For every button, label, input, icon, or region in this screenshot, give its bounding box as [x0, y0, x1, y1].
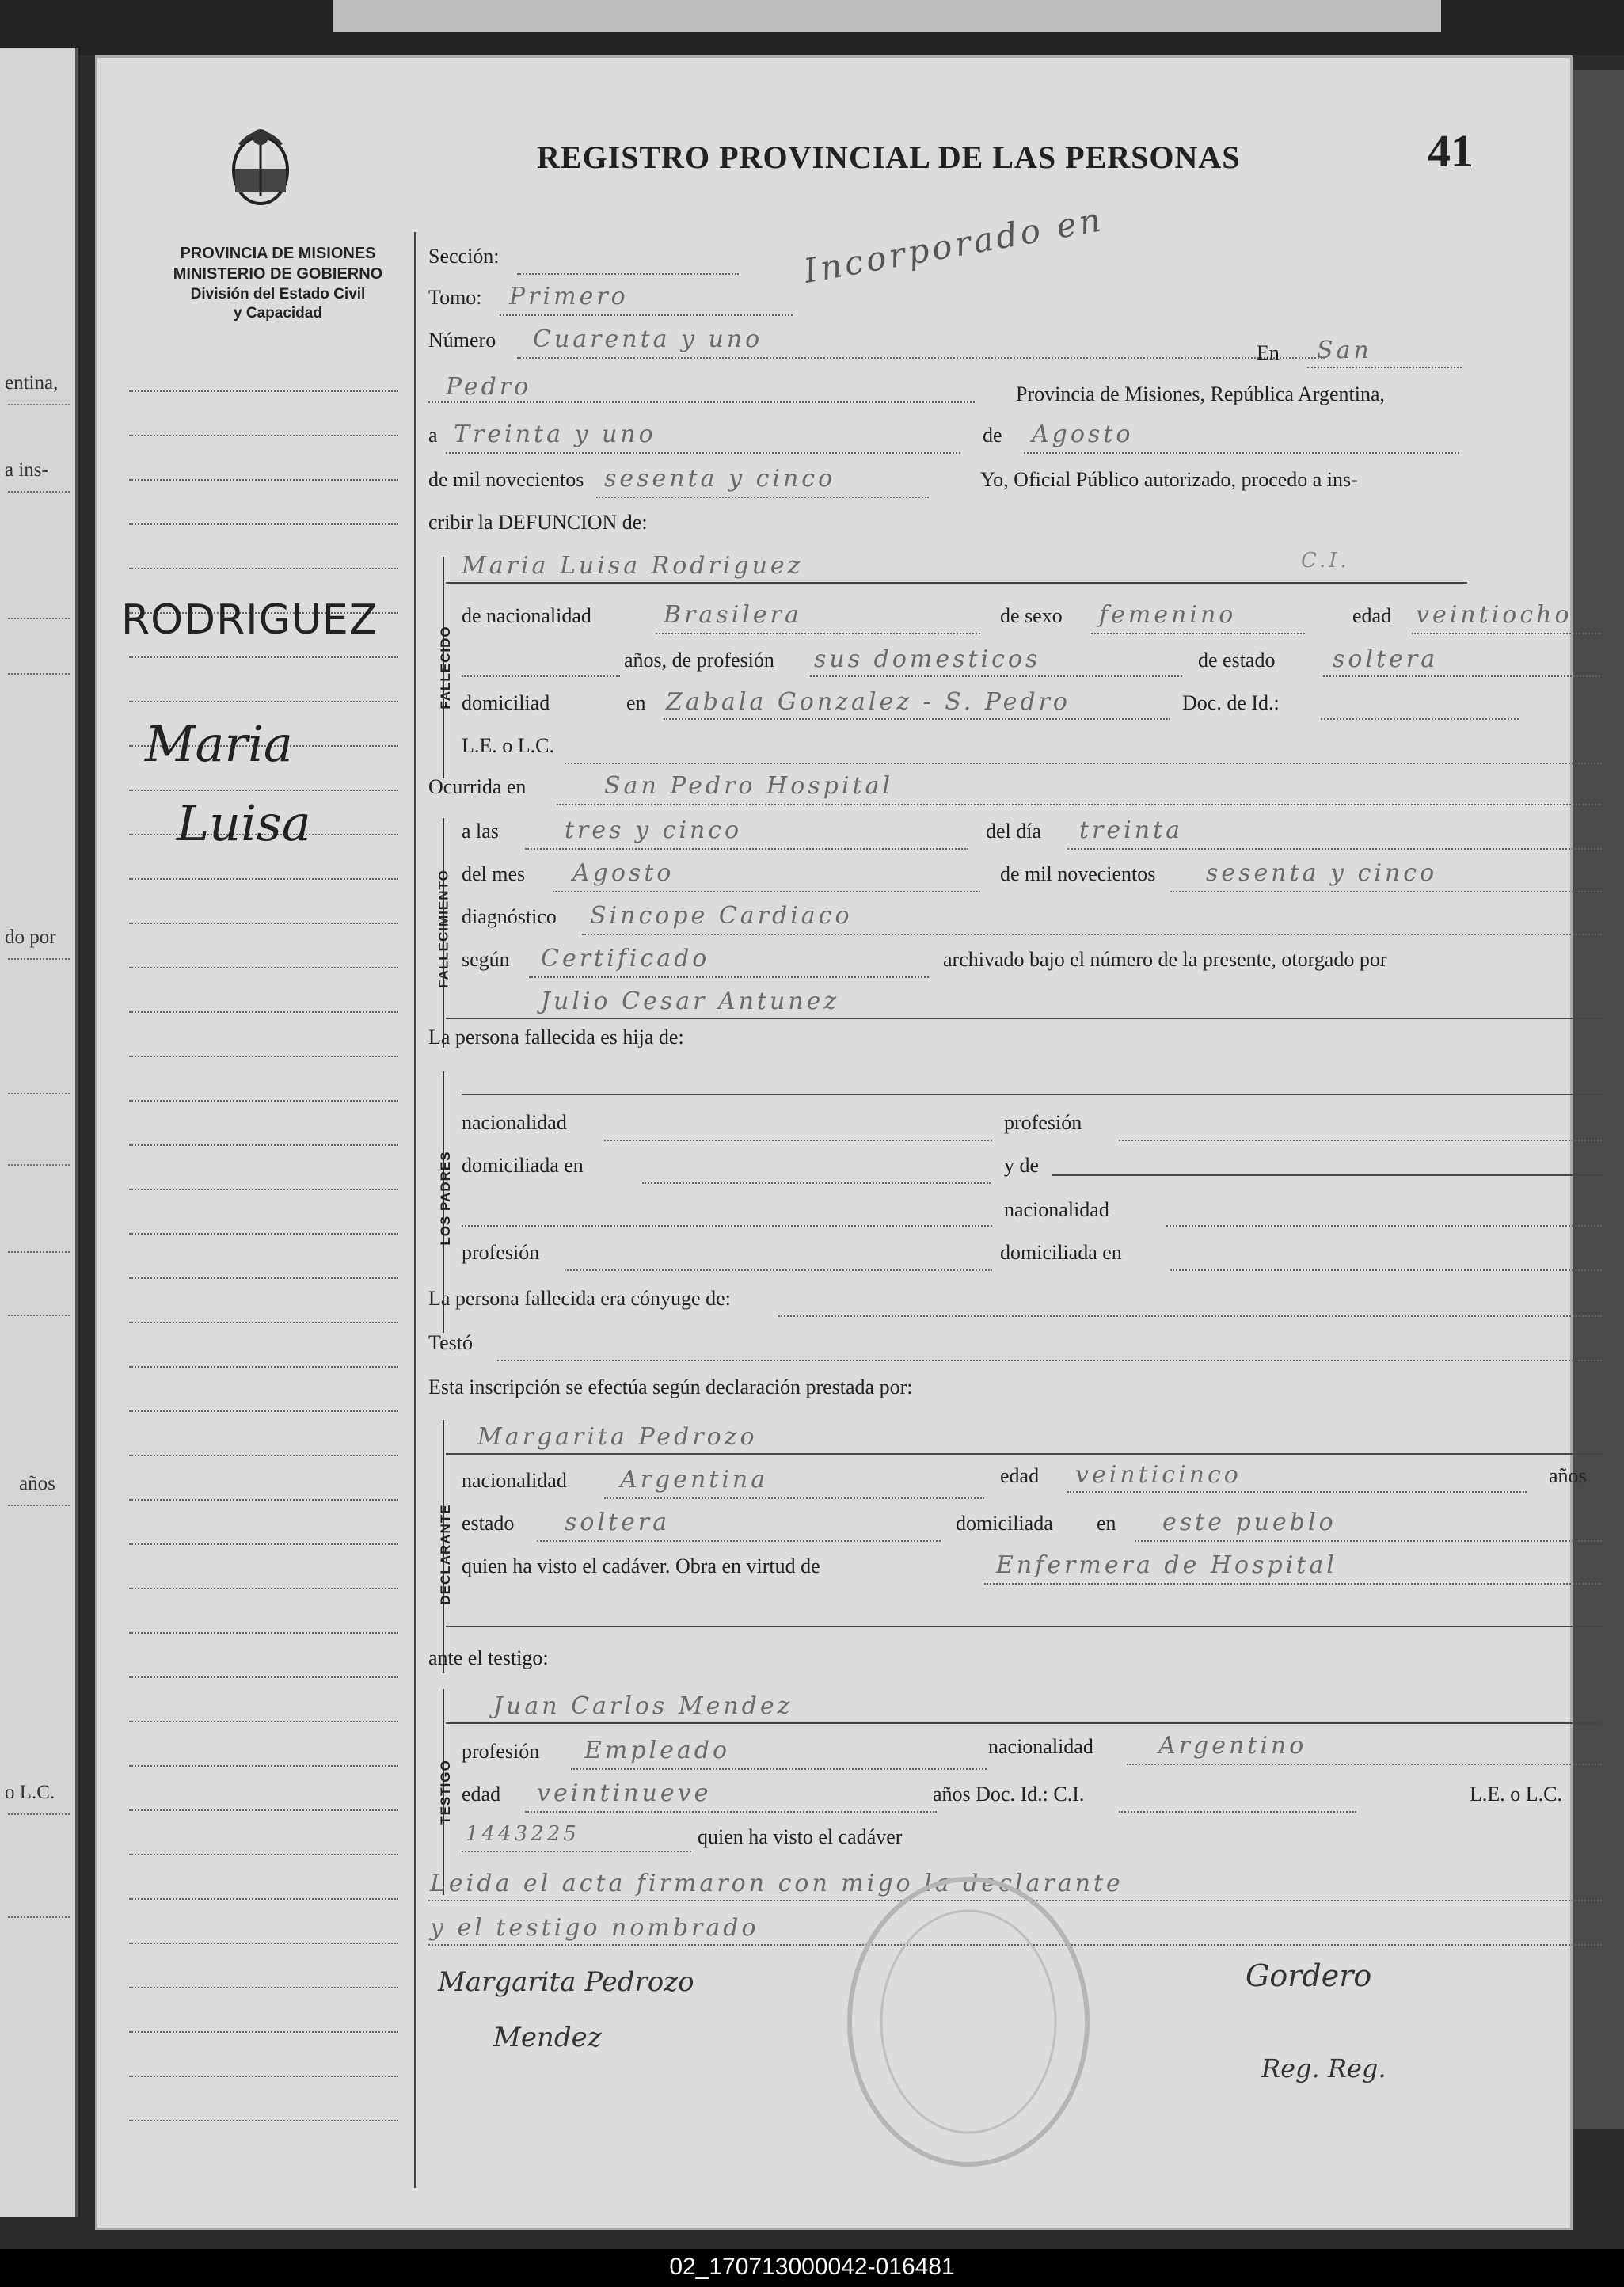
- label-de: de: [983, 424, 1002, 447]
- label-testo: Testó: [428, 1331, 473, 1354]
- value-profesion: sus domesticos: [814, 645, 1041, 673]
- margin-ruled-line: [129, 1499, 398, 1501]
- prev-fragment: años: [19, 1473, 55, 1494]
- label-p-domiciliada2: domiciliada en: [1000, 1241, 1122, 1264]
- label-cribir: cribir la DEFUNCION de:: [428, 511, 648, 534]
- label-d-estado: estado: [462, 1512, 515, 1535]
- label-p-nacionalidad: nacionalidad: [462, 1111, 567, 1134]
- value-dia: Treinta y uno: [454, 420, 656, 448]
- label-t-le: L.E. o L.C.: [1470, 1783, 1562, 1806]
- value-anio2: sesenta y cinco: [1206, 859, 1438, 887]
- margin-ruled-line: [129, 1632, 398, 1634]
- label-en: En: [1257, 341, 1280, 364]
- value-edad: veintiocho: [1416, 601, 1573, 629]
- image-caption: 02_170713000042-016481: [669, 2254, 955, 2280]
- label-ocurrida: Ocurrida en: [428, 775, 527, 798]
- margin-ruled-line: [129, 1410, 398, 1412]
- official-seal-icon: [842, 1871, 1095, 2172]
- margin-ruled-line: [129, 1100, 398, 1102]
- signature-oficial: Gordero: [1246, 1958, 1372, 1993]
- label-conyuge: La persona fallecida era cónyuge de:: [428, 1287, 731, 1310]
- label-del-dia: del día: [986, 820, 1042, 843]
- margin-ruled-line: [129, 656, 398, 658]
- value-segun: Certificado: [541, 945, 710, 972]
- label-le-lc: L.E. o L.C.: [462, 734, 554, 757]
- label-edad: edad: [1352, 604, 1392, 627]
- label-a: a: [428, 424, 438, 447]
- label-d-anios: años: [1549, 1464, 1587, 1487]
- margin-ruled-line: [129, 1189, 398, 1190]
- value-t-profesion: Empleado: [584, 1737, 731, 1764]
- label-d-en: en: [1097, 1512, 1116, 1535]
- label-t-edad: edad: [462, 1783, 501, 1806]
- margin-ruled-line: [129, 435, 398, 436]
- value-en: San: [1317, 337, 1372, 364]
- label-diagnostico: diagnóstico: [462, 905, 557, 928]
- margin-ruled-line: [129, 1765, 398, 1767]
- issuer-line3: División del Estado Civil: [190, 286, 366, 303]
- label-yo: Yo, Oficial Público autorizado, procedo a ins-: [980, 468, 1358, 491]
- label-d-quien: quien ha visto el cadáver. Obra en virtud de: [462, 1554, 820, 1577]
- margin-ruled-line: [129, 2076, 398, 2077]
- margin-ruled-line: [129, 1322, 398, 1323]
- previous-page-edge: [0, 48, 78, 2217]
- label-hija: La persona fallecida es hija de:: [428, 1026, 684, 1048]
- label-sexo: de sexo: [1000, 604, 1063, 627]
- value-nacionalidad: Brasilera: [664, 601, 802, 629]
- margin-ruled-line: [129, 390, 398, 392]
- label-nacionalidad: de nacionalidad: [462, 604, 591, 627]
- margin-ruled-line: [129, 568, 398, 569]
- margin-ruled-line: [129, 1987, 398, 1988]
- margin-ruled-line: [129, 1854, 398, 1855]
- margin-ruled-line: [129, 1056, 398, 1057]
- margin-ruled-line: [129, 1011, 398, 1013]
- issuer-line4: y Capacidad: [234, 305, 322, 322]
- prev-fragment: a ins-: [5, 459, 48, 481]
- value-t-doc: 1443225: [466, 1822, 580, 1846]
- prev-fragment: do por: [5, 927, 56, 948]
- value-d-estado: soltera: [565, 1509, 671, 1536]
- value-d-domicilio: este pueblo: [1162, 1509, 1337, 1536]
- label-d-domiciliada: domiciliada: [956, 1512, 1053, 1535]
- margin-mark: C.I.: [1301, 549, 1350, 573]
- margin-ruled-line: [129, 1809, 398, 1811]
- value-d-nacionalidad: Argentina: [620, 1466, 769, 1494]
- side-label-declarante: DECLARANTE: [438, 1504, 453, 1605]
- value-otorgado: Julio Cesar Antunez: [541, 987, 840, 1015]
- signature-testigo: Mendez: [493, 2022, 602, 2053]
- margin-ruled-line: [129, 1898, 398, 1900]
- margin-ruled-line: [129, 1277, 398, 1279]
- label-t-doc: años Doc. Id.: C.I.: [933, 1783, 1085, 1806]
- label-mil2: de mil novecientos: [1000, 862, 1156, 885]
- issuer-line2: MINISTERIO DE GOBIERNO: [173, 265, 383, 283]
- margin-ruled-line: [129, 1366, 398, 1368]
- label-t-profesion: profesión: [462, 1740, 540, 1763]
- value-en-cont: Pedro: [446, 373, 532, 401]
- value-nombre: Maria Luisa Rodriguez: [462, 552, 804, 580]
- value-domicilio: Zabala Gonzalez - S. Pedro: [666, 688, 1071, 716]
- value-mes: Agosto: [1032, 420, 1134, 448]
- issuer-line1: PROVINCIA DE MISIONES: [180, 245, 376, 262]
- side-label-fallecido: FALLECIDO: [438, 626, 453, 710]
- side-label-fallecimiento: FALLECIMIENTO: [435, 870, 451, 988]
- value-sexo: femenino: [1099, 601, 1237, 629]
- margin-given-name-2: Luisa: [177, 794, 311, 852]
- margin-ruled-line: [129, 2120, 398, 2121]
- top-paper-edge: [333, 0, 1441, 32]
- value-d-virtud: Enfermera de Hospital: [996, 1551, 1337, 1579]
- margin-ruled-line: [129, 1233, 398, 1235]
- label-p-profesion2: profesión: [462, 1241, 540, 1264]
- label-d-edad: edad: [1000, 1464, 1040, 1487]
- label-seccion: Sección:: [428, 245, 500, 268]
- value-testigo-nombre: Juan Carlos Mendez: [493, 1692, 793, 1720]
- page-title: REGISTRO PROVINCIAL DE LAS PERSONAS: [537, 139, 1241, 175]
- value-numero: Cuarenta y uno: [533, 325, 763, 353]
- margin-ruled-line: [129, 1721, 398, 1722]
- margin-ruled-line: [129, 1144, 398, 1146]
- note-line-2: y el testigo nombrado: [430, 1914, 759, 1942]
- margin-ruled-line: [129, 1455, 398, 1456]
- margin-ruled-line: [129, 1676, 398, 1678]
- label-del-mes: del mes: [462, 862, 526, 885]
- label-p-yde: y de: [1004, 1154, 1040, 1177]
- label-en2: en: [626, 691, 646, 714]
- label-domiciliad: domiciliad: [462, 691, 550, 714]
- label-inscripcion: Esta inscripción se efectúa según declaración prestada por:: [428, 1376, 913, 1398]
- value-estado: soltera: [1333, 645, 1439, 673]
- note-line-1: Leida el acta firmaron con migo la declarante: [430, 1870, 1124, 1897]
- value-tomo: Primero: [509, 283, 629, 310]
- prev-fragment: o L.C.: [5, 1782, 55, 1803]
- label-p-profesion: profesión: [1004, 1111, 1082, 1134]
- label-doc: Doc. de Id.:: [1182, 691, 1280, 714]
- label-p-nacionalidad2: nacionalidad: [1004, 1198, 1109, 1221]
- label-segun: según: [462, 948, 510, 971]
- margin-ruled-line: [129, 523, 398, 525]
- label-provincia: Provincia de Misiones, República Argentina,: [1016, 382, 1385, 405]
- label-t-quien: quien ha visto el cadáver: [698, 1825, 903, 1848]
- signature-declarante: Margarita Pedrozo: [438, 1966, 694, 1998]
- value-anio: sesenta y cinco: [604, 465, 836, 493]
- value-t-nacionalidad: Argentino: [1158, 1732, 1307, 1760]
- label-a-las: a las: [462, 820, 499, 843]
- value-declarante-nombre: Margarita Pedrozo: [477, 1423, 758, 1451]
- value-ocurrida: San Pedro Hospital: [604, 772, 893, 800]
- margin-surname: RODRIGUEZ: [121, 596, 378, 644]
- margin-ruled-line: [129, 2031, 398, 2033]
- coat-of-arms-icon: [224, 121, 297, 210]
- side-label-padres: LOS PADRES: [438, 1151, 453, 1246]
- margin-ruled-line: [129, 878, 398, 880]
- registry-stamp: Incorporado en: [801, 200, 1107, 291]
- label-d-nacionalidad: nacionalidad: [462, 1469, 567, 1492]
- label-profesion: años, de profesión: [624, 649, 774, 672]
- registry-page: [95, 55, 1587, 2230]
- margin-ruled-line: [129, 701, 398, 702]
- margin-ruled-line: [129, 1588, 398, 1589]
- signature-title: Reg. Reg.: [1261, 2053, 1386, 2083]
- value-t-edad: veintinueve: [537, 1779, 712, 1807]
- margin-ruled-line: [129, 1543, 398, 1545]
- prev-fragment: entina,: [5, 372, 59, 394]
- side-label-testigo: TESTIGO: [438, 1760, 453, 1825]
- margin-ruled-line: [129, 790, 398, 791]
- label-numero: Número: [428, 329, 496, 352]
- label-p-domiciliada: domiciliada en: [462, 1154, 584, 1177]
- margin-ruled-line: [129, 479, 398, 481]
- value-a-las: tres y cinco: [565, 816, 743, 844]
- margin-ruled-line: [129, 923, 398, 924]
- label-t-nacionalidad: nacionalidad: [988, 1735, 1093, 1758]
- margin-given-name-1: Maria: [145, 715, 293, 773]
- margin-ruled-line: [129, 1943, 398, 1944]
- page-number: 41: [1428, 125, 1474, 177]
- value-del-mes: Agosto: [572, 859, 675, 887]
- margin-ruled-line: [129, 967, 398, 968]
- label-ante: ante el testigo:: [428, 1646, 549, 1669]
- value-del-dia: treinta: [1079, 816, 1184, 844]
- label-archivado: archivado bajo el número de la presente, otorgado por: [943, 948, 1387, 971]
- label-mil: de mil novecientos: [428, 468, 584, 491]
- value-d-edad: veinticinco: [1075, 1461, 1242, 1489]
- label-estado: de estado: [1198, 649, 1276, 672]
- value-diagnostico: Sincope Cardiaco: [590, 902, 853, 930]
- label-tomo: Tomo:: [428, 286, 482, 309]
